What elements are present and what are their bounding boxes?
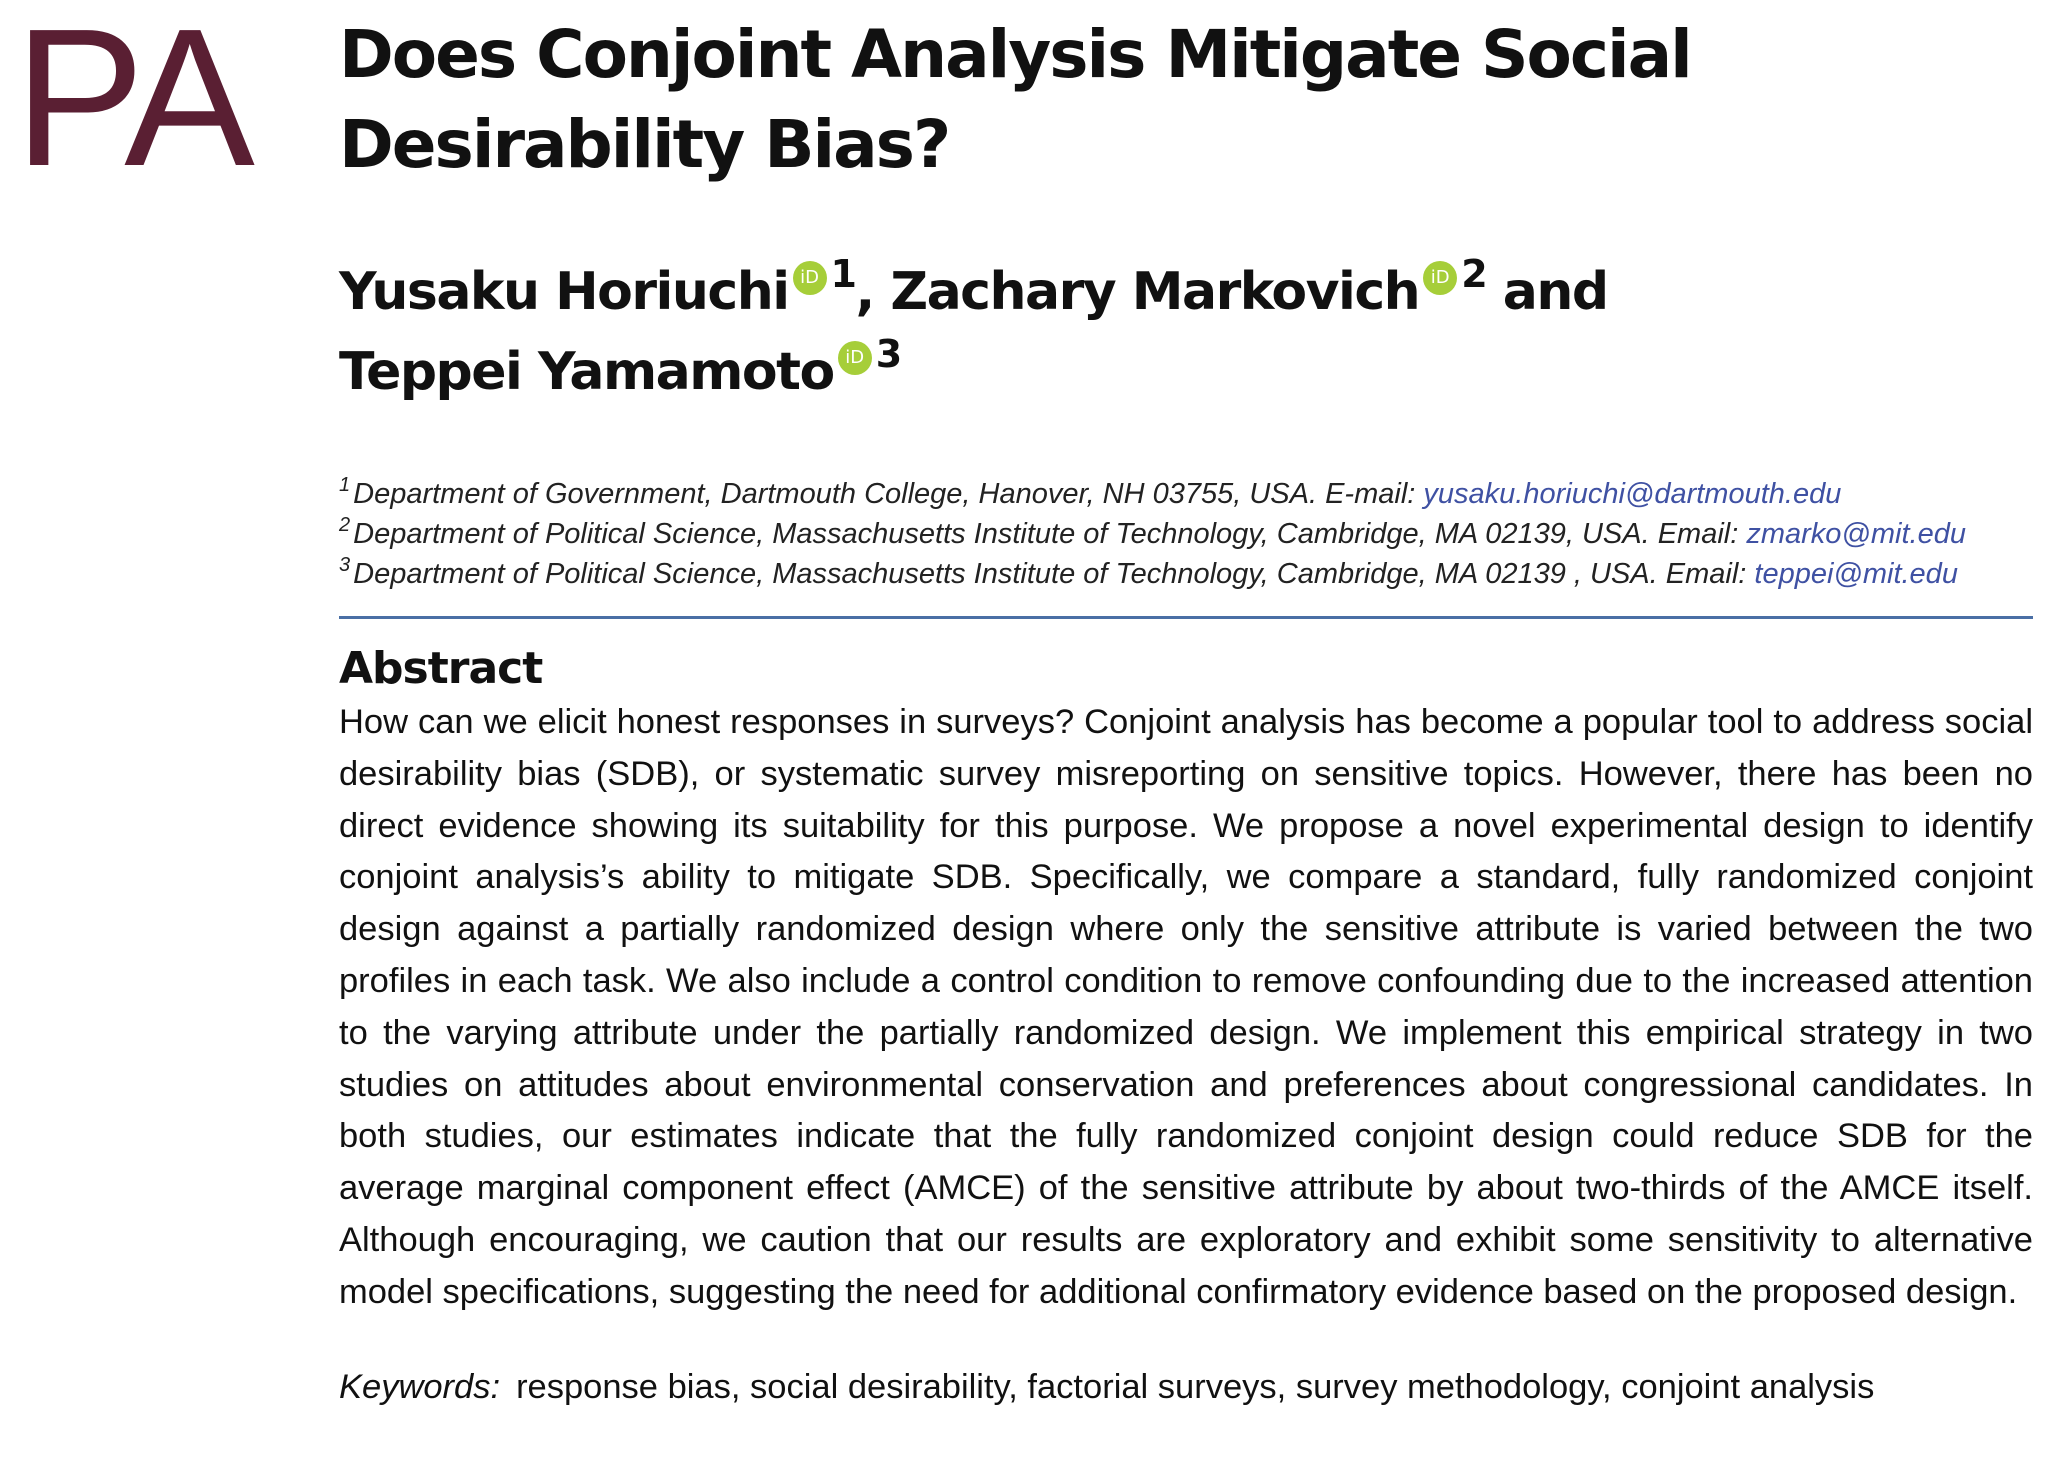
article-title: Does Conjoint Analysis Mitigate Social Desirability Bias? [339,16,1691,183]
affiliation-sup: 1 [339,474,351,496]
orcid-icon[interactable]: iD [793,261,827,295]
author-separator: , [855,262,891,322]
orcid-icon[interactable]: iD [1423,261,1457,295]
author-and: and [1486,262,1608,322]
author-name-2[interactable]: Zachary Markovich [890,262,1420,322]
affiliation-text: Department of Government, Dartmouth College, Hanover, NH 03755, USA. E-mail: [353,478,1424,510]
author-list [339,252,2033,412]
affiliation-sup: 2 [339,514,351,536]
affiliation-1 [339,474,2033,514]
section-divider [339,616,2033,619]
author-sup-3: 3 [875,332,901,376]
affiliation-3 [339,554,2033,594]
keywords-list: response bias, social desirability, factorial surveys, survey methodology, conjoint analysis [516,1367,1875,1406]
article-header [339,10,2033,1411]
author-sup-1: 1 [830,252,856,296]
keywords-label: Keywords: [339,1367,501,1406]
email-link[interactable]: zmarko@mit.edu [1746,518,1966,550]
affiliation-text: Department of Political Science, Massachusetts Institute of Technology, Cambridge, MA 02139 , USA. Email: [353,558,1755,590]
author-name-3[interactable]: Teppei Yamamoto [339,342,834,402]
affiliation-2 [339,514,2033,554]
affiliations [339,474,2033,594]
journal-logo: PA [14,0,249,207]
email-link[interactable]: yusaku.horiuchi@dartmouth.edu [1423,478,1842,510]
author-sup-2: 2 [1461,252,1487,296]
keywords [339,1363,2033,1411]
abstract-body: How can we elicit honest responses in surveys? Conjoint analysis has become a popular tool to address social desirability bias (SDB), or systematic survey misreporting on sensitive topics. However, there has been no direct evidence showing its suitability for this purpose. We propose a novel experimental design to identify conjoint analysis’s ability to mitigate SDB. Specifically, we compare a standard, fully randomized conjoint design against a partially randomized design where only the sensitive attribute is varied between the two profiles in each task. We also include a control condition to remove confounding due to the increased attention to the varying attribute under the partially randomized design. We implement this empirical strategy in two studies on attitudes about environmental conservation and preferences about congressional candidates. In both studies, our estimates indicate that the fully randomized conjoint design could reduce SDB for the average marginal component effect (AMCE) of the sensitive attribute by about two-thirds of the AMCE itself. Although encouraging, we caution that our results are exploratory and exhibit some sensitivity to alternative model specifications, suggesting the need for additional confirmatory evidence based on the proposed design. [339,703,2033,1311]
affiliation-text: Department of Political Science, Massachusetts Institute of Technology, Cambridge, MA 02139, USA. Email: [353,518,1747,550]
email-link[interactable]: teppei@mit.edu [1754,558,1958,590]
author-name-1[interactable]: Yusaku Horiuchi [339,262,789,322]
abstract-heading: Abstract [339,643,543,694]
affiliation-sup: 3 [339,554,351,576]
orcid-icon[interactable]: iD [838,341,872,375]
